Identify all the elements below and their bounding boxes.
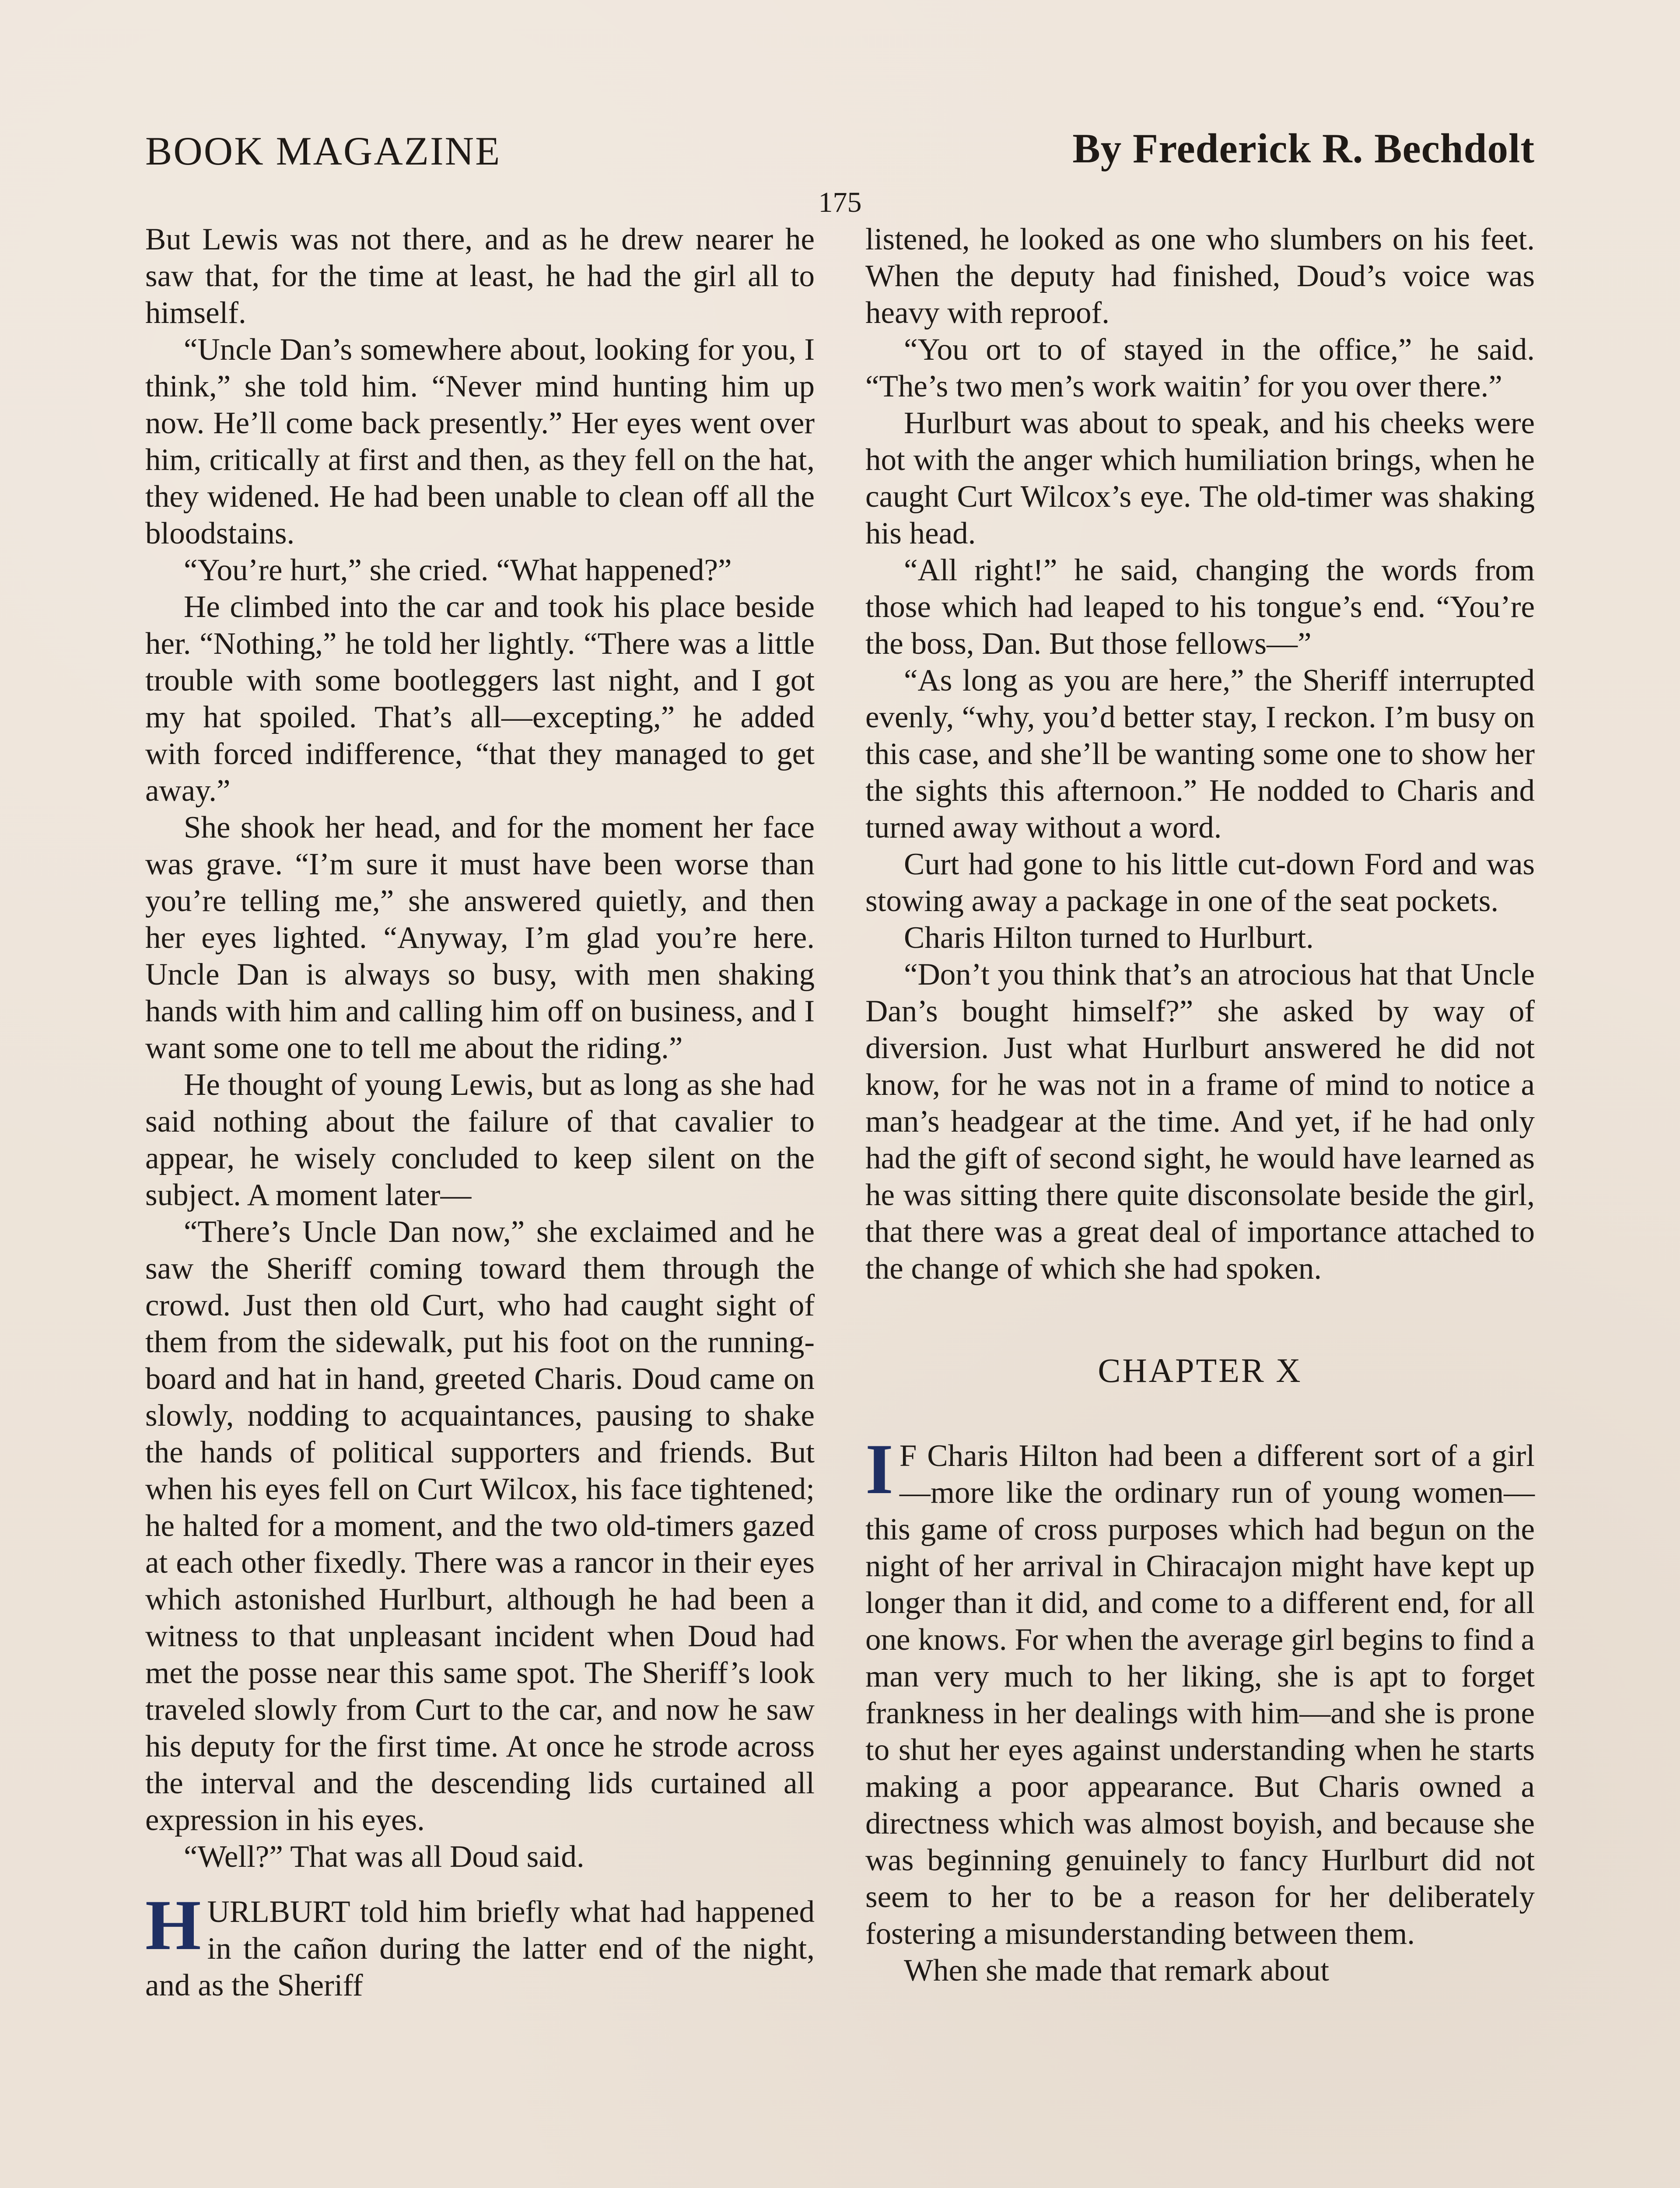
right-paragraph-7: Charis Hilton turned to Hurlburt. [904, 921, 1314, 955]
left-dropcap: H [145, 1886, 201, 1965]
right-last-paragraph: When she made that remark about [904, 1953, 1329, 1988]
right-paragraph-8: “Don’t you think that’s an atrocious hat that Uncle Dan’s bought himself?” she asked by way of diversion. Just what Hurlburt answered he did not know, for he was not in a frame of mind to notice a man’s headgear at the time. And yet, if he had only had the gift of second sight, he would have learned as he was sitting there quite disconsolate beside the girl, that there was a great deal of importance attached to the change of which she had spoken. [865, 957, 1535, 1286]
author-byline: By Frederick R. Bechdolt [1072, 125, 1535, 172]
left-paragraph-6: He thought of young Lewis, but as long as she had said nothing about the failure of that cavalier to appear, he wisely concluded to keep silent on the subject. A moment later— [145, 1068, 815, 1212]
right-paragraph-4: “All right!” he said, changing the words from those which had leaped to his tongue’s end. “You’re the boss, Dan. But those fellows—” [865, 553, 1535, 661]
left-dropcap-text: URLBURT told him briefly what had happened in the cañon during the latter end of the night, and as the Sheriff [145, 1895, 815, 2002]
text-columns [145, 221, 1535, 2004]
right-dropcap: I [865, 1430, 893, 1509]
chapter-heading: CHAPTER X [1098, 1351, 1302, 1389]
right-dropcap-paragraph [865, 1430, 1535, 1952]
left-paragraph-7: “There’s Uncle Dan now,” she exclaimed and he saw the Sheriff coming toward them through the crowd. Just then old Curt, who had caught sight of them from the sidewalk, put his foot on the running-board and hat in hand, greeted Charis. Doud came on slowly, nodding to acquaintances, pausing to shake the hands of political supporters and friends. But when his eyes fell on Curt Wilcox, his face tightened; he halted for a moment, and the two old-timers gazed at each other fixedly. There was a rancor in their eyes which astonished Hurlburt, although he had been a witness to that unpleasant incident when Doud had met the posse near this same spot. The Sheriff’s look traveled slowly from Curt to the car, and now he saw his deputy for the first time. At once he strode across the interval and the descending lids curtained all expression in his eyes. [145, 1215, 815, 1837]
left-paragraph-8: “Well?” That was all Doud said. [184, 1840, 584, 1874]
left-paragraph-2: “Uncle Dan’s somewhere about, looking for you, I think,” she told him. “Never mind hunting him up now. He’ll come back presently.” Her eyes went over him, critically at first and then, as they fell on the hat, they widened. He had been unable to clean off all the bloodstains. [145, 333, 815, 551]
left-dropcap-paragraph [145, 1886, 815, 2004]
right-dropcap-text: F Charis Hilton had been a different sort of a girl—more like the ordinary run of young women—this game of cross purposes which had begun on the night of her arrival in Chiracajon might have kept up longer than it did, and come to a different end, for all one knows. For when the average girl begins to find a man very much to her liking, she is apt to forget frankness in her dealings with him—and she is prone to shut her eyes against understanding when he starts making a poor appearance. But Charis owned a directness which was almost boyish, and because she was beginning genuinely to fancy Hurlburt did not seem to her to be a reason for her deliberately fostering a misunderstanding between them. [865, 1439, 1535, 1951]
publication-title: BOOK MAGAZINE [145, 129, 501, 173]
right-paragraph-6: Curt had gone to his little cut-down Ford and was stowing away a package in one of the seat pockets. [865, 847, 1535, 918]
right-paragraph-5: “As long as you are here,” the Sheriff interrupted evenly, “why, you’d better stay, I reckon. I’m busy on this case, and she’ll be wanting some one to show her the sights this afternoon.” He nodded to Charis and turned away without a word. [865, 663, 1535, 845]
right-column [865, 221, 1535, 2004]
left-paragraph-3: “You’re hurt,” she cried. “What happened?” [184, 553, 732, 587]
running-head [145, 125, 1535, 180]
right-paragraph-3: Hurlburt was about to speak, and his cheeks were hot with the anger which humiliation brings, when he caught Curt Wilcox’s eye. The old-timer was shaking his head. [865, 406, 1535, 551]
right-paragraph-2: “You ort to of stayed in the office,” he said. “The’s two men’s work waitin’ for you over there.” [865, 333, 1535, 403]
right-paragraph-1: listened, he looked as one who slumbers on his feet. When the deputy had finished, Doud’s voice was heavy with reproof. [865, 222, 1535, 330]
left-paragraph-1: But Lewis was not there, and as he drew nearer he saw that, for the time at least, he had the girl all to himself. [145, 222, 815, 330]
left-column [145, 221, 815, 2004]
page-number: 175 [818, 186, 862, 218]
left-paragraph-5: She shook her head, and for the moment her face was grave. “I’m sure it must have been worse than you’re telling me,” she answered quietly, and then her eyes lighted. “Anyway, I’m glad you’re here. Uncle Dan is always so busy, with men shaking hands with him and calling him off on business, and I want some one to tell me about the riding.” [145, 810, 815, 1065]
section-gap [145, 1875, 815, 1893]
left-paragraph-4: He climbed into the car and took his place beside her. “Nothing,” he told her lightly. “There was a little trouble with some bootleggers last night, and I got my hat spoiled. That’s all—excepting,” he added with forced indifference, “that they managed to get away.” [145, 590, 815, 808]
